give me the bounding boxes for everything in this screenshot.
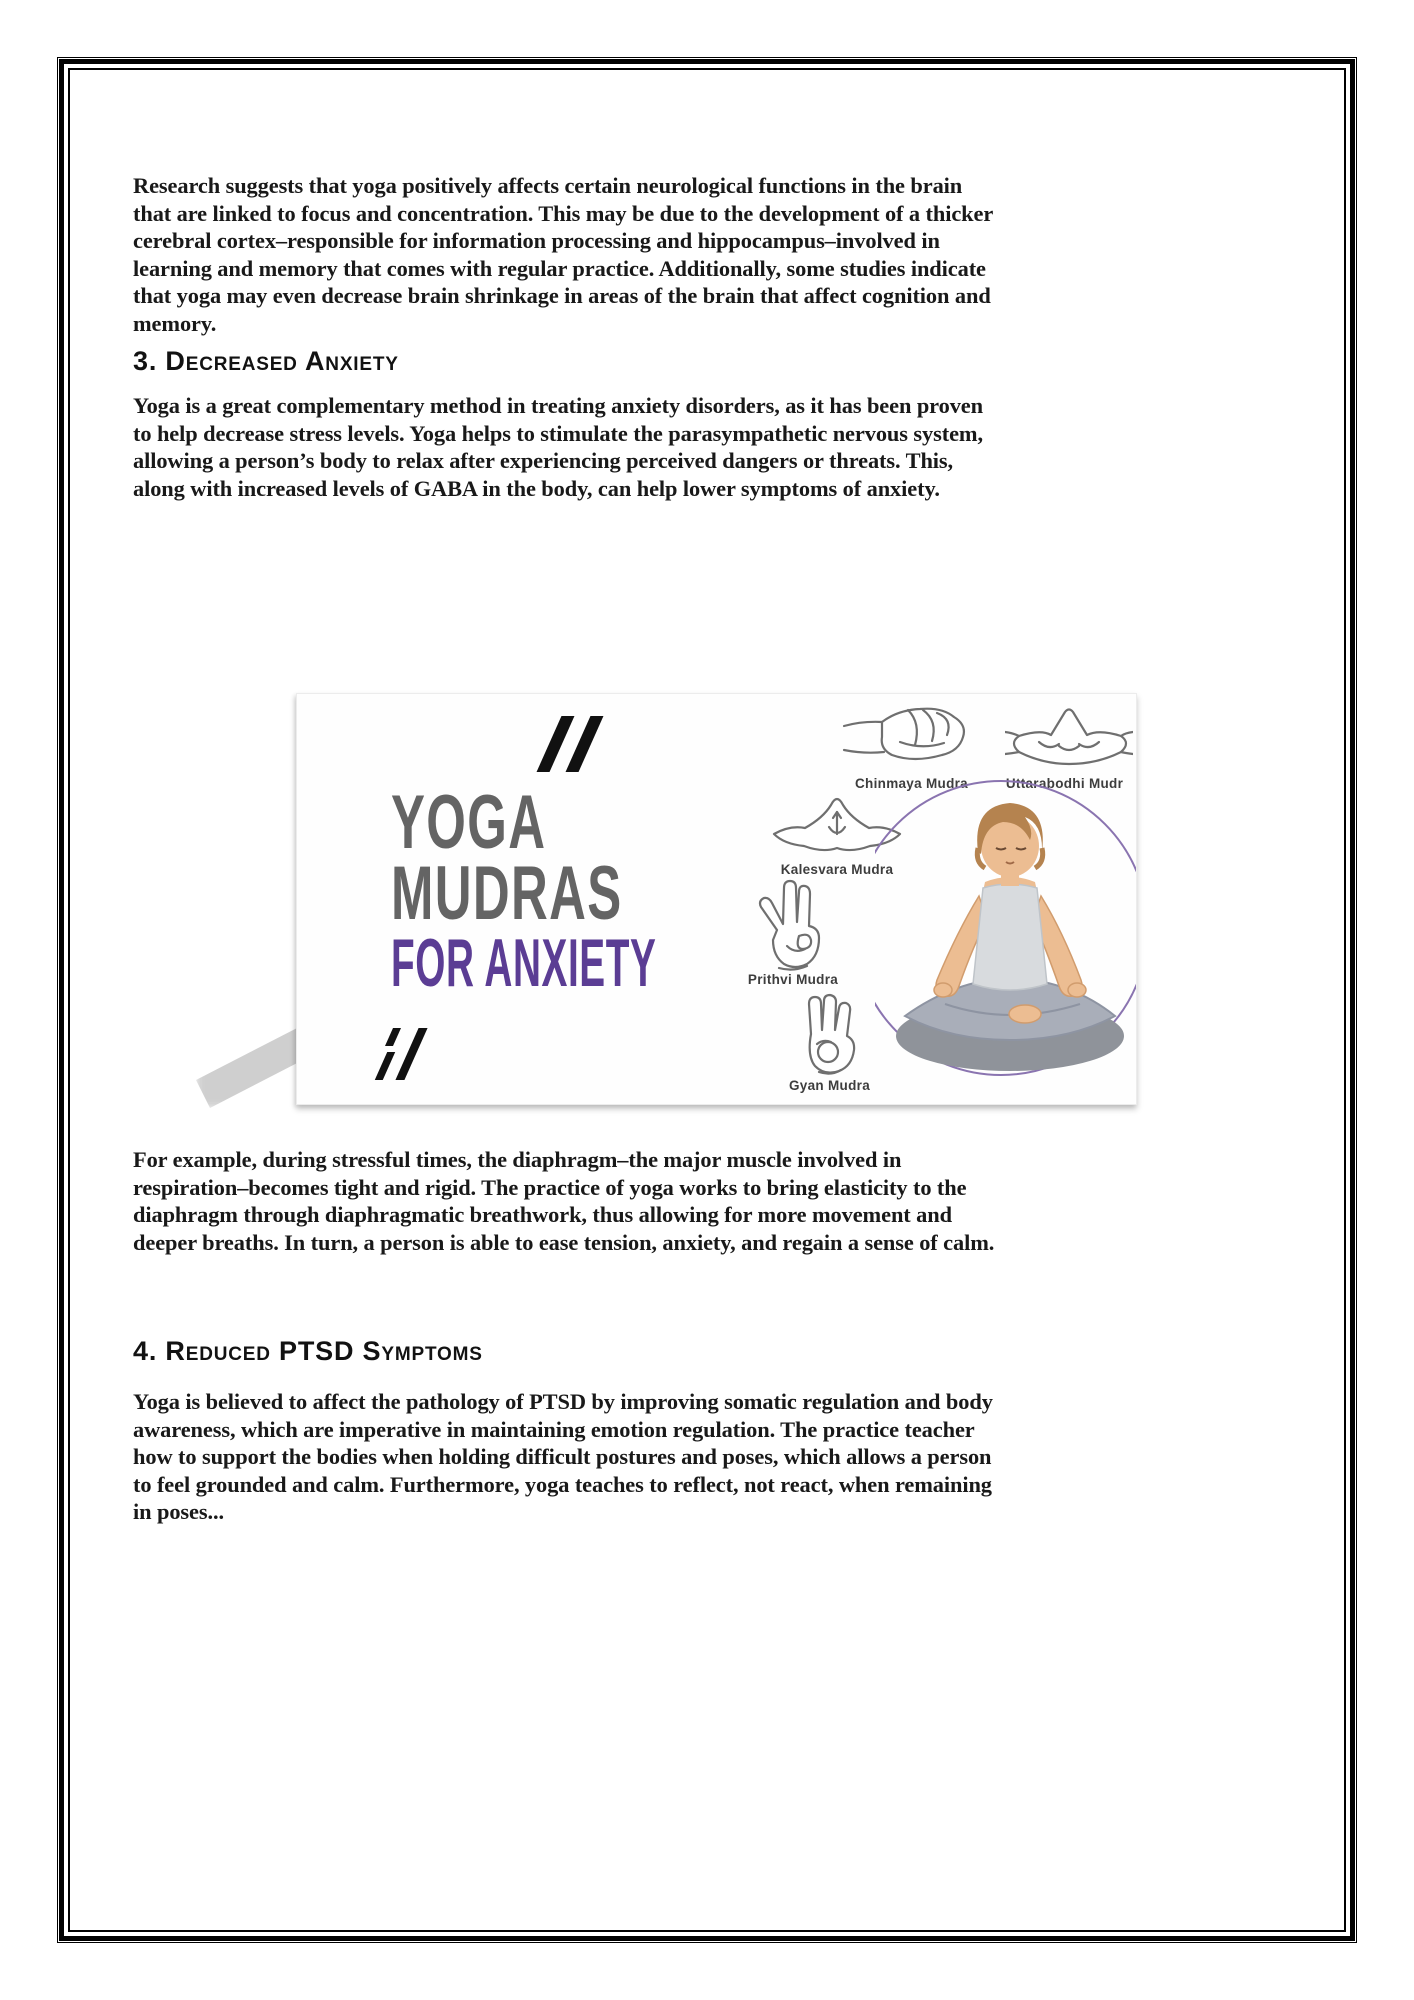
heading-decreased-anxiety: 3. Decreased Anxiety (133, 346, 399, 376)
heading-reduced-ptsd: 4. Reduced PTSD Symptoms (133, 1336, 483, 1366)
paragraph-brain-function: Research suggests that yoga positively affects certain neurological functions in the brain that are linked to focus and concentration. This may be due to the development of a thicker cerebral cortex–responsible for information processing and hippocampus–involved in learning and memory that comes with regular practice. Additionally, some studies indicate that yoga may even decrease brain shrinkage in areas of the brain that affect cognition and memory. (133, 173, 993, 336)
prithvi-mudra-illustration (753, 876, 831, 972)
figure-title-for-anxiety: FOR ANXIETY (391, 925, 657, 1001)
kalesvara-mudra-label: Kalesvara Mudra (780, 862, 894, 877)
paragraph-ptsd: Yoga is believed to affect the pathology of PTSD by improving somatic regulation and body awareness, which are imperative in maintaining emotion regulation. The practice teacher how to support the bodies when holding difficult postures and poses, which allows a person to feel grounded and calm. Furthermore, yoga teaches to reflect, not react, when remaining in poses... (133, 1389, 993, 1525)
figure-title-yoga: YOGA (391, 780, 547, 865)
paragraph-anxiety: Yoga is a great complementary method in treating anxiety disorders, as it has been proven to help decrease stress levels. Yoga helps to stimulate the parasympathetic nervous system, allowing a person’s body to relax after experiencing perceived dangers or threats. This, along with increased levels of GABA in the body, can help lower symptoms of anxiety. (133, 393, 983, 501)
uttarabodhi-mudra-label: Uttarabodhi Mudr (1005, 776, 1124, 791)
meditating-woman-illustration (875, 760, 1137, 1090)
yoga-mudras-infographic (296, 693, 1137, 1105)
figure-title-mudras: MUDRAS (391, 851, 623, 936)
chinmaya-mudra-label: Chinmaya Mudra (855, 776, 968, 791)
gyan-mudra-label: Gyan Mudra (788, 1078, 870, 1093)
paragraph-diaphragm: For example, during stressful times, the diaphragm–the major muscle involved in respiration–becomes tight and rigid. The practice of yoga works to bring elasticity to the diaphragm through diaphragmatic breathwork, thus allowing for more movement and deeper breaths. In turn, a person is able to ease tension, anxiety, and regain a sense of calm. (133, 1147, 995, 1255)
prithvi-mudra-label: Prithvi Mudra (747, 972, 839, 987)
gyan-mudra-illustration (795, 992, 865, 1076)
